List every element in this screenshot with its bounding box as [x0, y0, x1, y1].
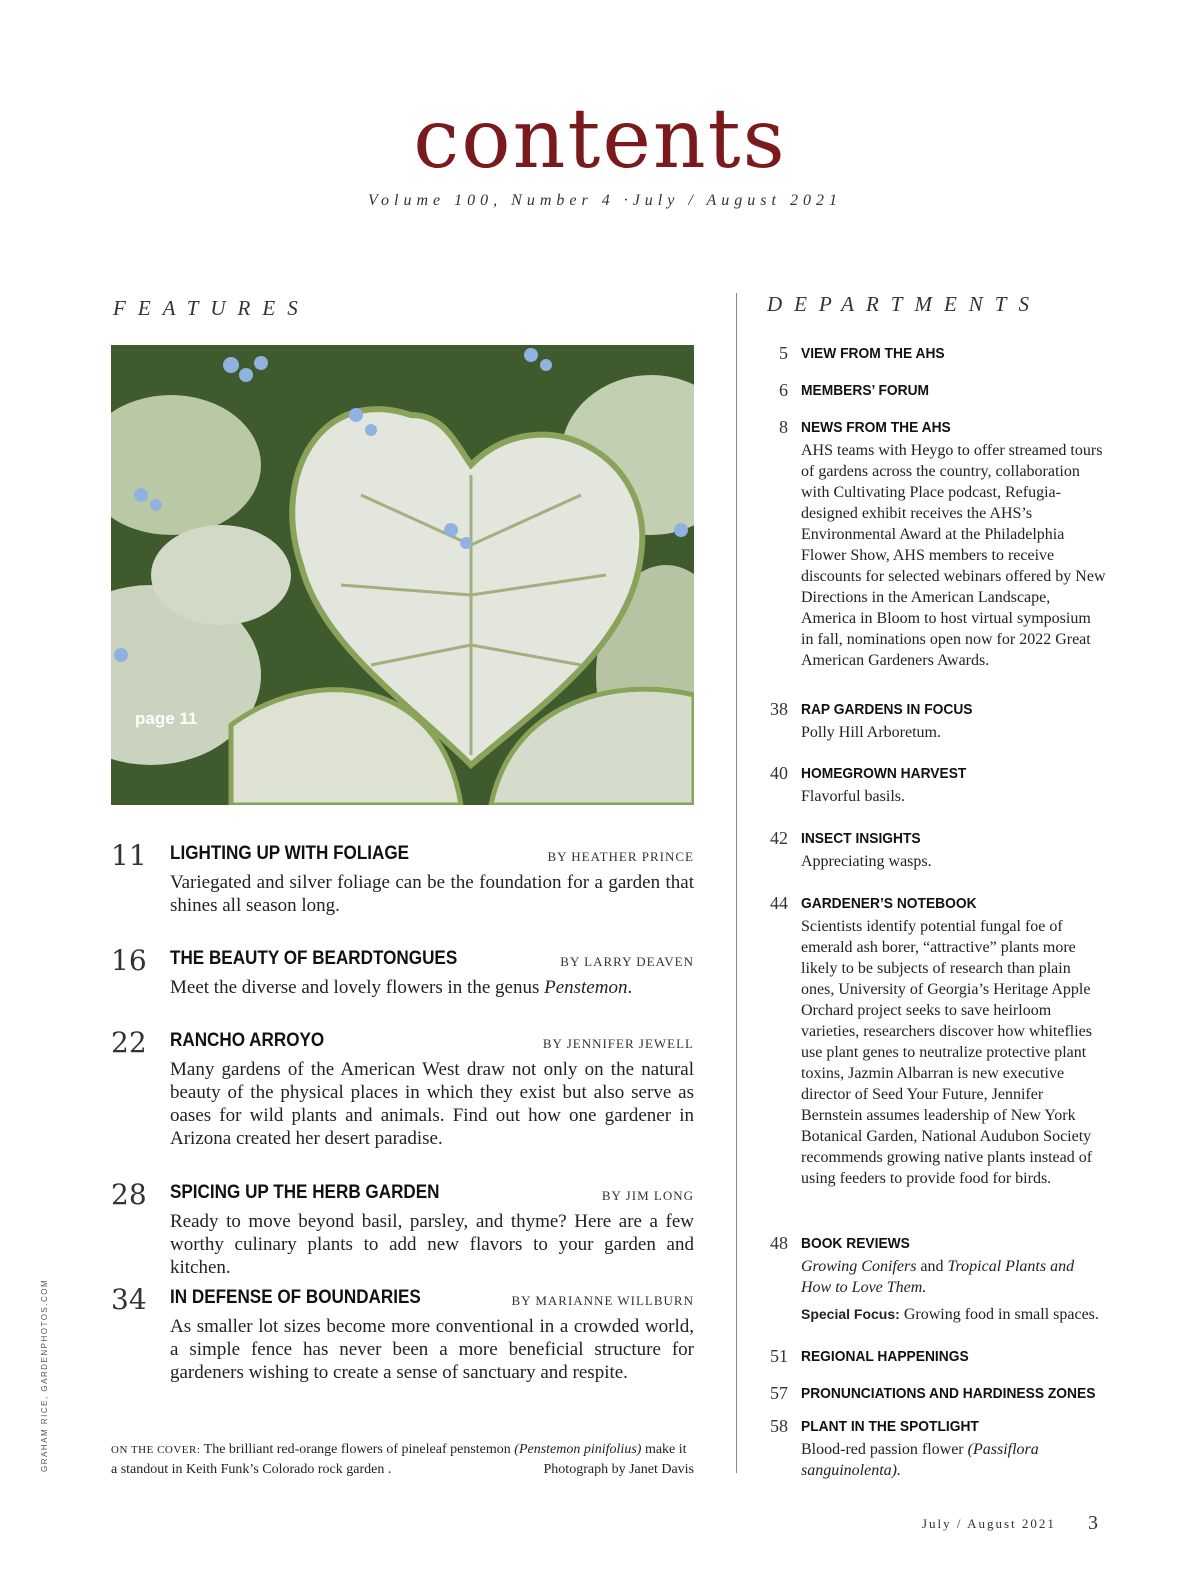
features-heading: FEATURES [113, 296, 310, 320]
department-description: Appreciating wasps. [801, 853, 932, 870]
feature-page-number: 34 [111, 1283, 147, 1316]
cover-text: The brilliant red-orange flowers of pineleaf penstemon [200, 1442, 515, 1457]
department-page-number: 44 [770, 893, 788, 913]
department-description [801, 1256, 1106, 1325]
column-divider [736, 293, 737, 1473]
feature-description: As smaller lot sizes become more conventional in a crowded world, a simple fence has never been a more beneficial structure for gardeners wishing to create a sense of sanctuary and respite. [170, 1316, 694, 1383]
issue-info: Volume 100, Number 4 ·July / August 2021 [368, 192, 842, 209]
department-title[interactable]: NEWS FROM THE AHS [801, 419, 951, 436]
department-description-text: Blood-red passion flower [801, 1441, 968, 1458]
special-focus-label: Special Focus: [801, 1306, 900, 1322]
feature-title[interactable]: THE BEAUTY OF BEARDTONGUES [170, 948, 458, 969]
feature-page-number: 28 [111, 1178, 147, 1211]
page-title: contents [413, 92, 787, 187]
cover-note [111, 1440, 694, 1480]
feature-description: Ready to move beyond basil, parsley, and thyme? Here are a few worthy culinary plants to add new flavors to your garden and kitchen. [170, 1211, 694, 1278]
feature-byline: BY HEATHER PRINCE [547, 849, 694, 864]
feature-description-end: . [627, 977, 633, 998]
cover-species: (Penstemon pinifolius) [514, 1442, 642, 1457]
brunnera-leaf-image [111, 345, 694, 805]
department-title[interactable]: INSECT INSIGHTS [801, 830, 921, 847]
department-page-number: 51 [770, 1346, 788, 1366]
book-title: Tropical Plants and How to Love Them. [801, 1258, 1075, 1296]
department-page-number: 38 [770, 699, 788, 719]
cover-text-end: make it a standout in Keith Funk’s Colorado rock garden . [111, 1442, 687, 1477]
department-page-number: 5 [779, 343, 788, 363]
feature-description-text: Meet the diverse and lovely flowers in the genus [170, 977, 545, 998]
department-description: Polly Hill Arboretum. [801, 724, 941, 741]
department-title[interactable]: GARDENER’S NOTEBOOK [801, 895, 977, 912]
department-description: Scientists identify potential fungal foe of emerald ash borer, “attractive” plants more likely to be subjects of research than plain ones, University of Georgia’s Heritage Apple Orchard project seeks to save heirloom varieties, researchers discover how whiteflies use plant genes to neutralize protective plant toxins, Jazmin Albarran is new executive director of Seed Your Future, Jennifer Bernstein assumes leadership of New York Botanical Garden, National Audubon Society recommends growing native plants instead of using feeders to provide food for birds. [801, 918, 1093, 1187]
department-page-number: 40 [770, 763, 788, 783]
foliage-photo [111, 345, 694, 805]
book-title: Growing Conifers [801, 1258, 917, 1275]
photo-credit-vertical: GRAHAM RICE, GARDENPHOTOS.COM [40, 1278, 49, 1472]
department-page-number: 42 [770, 828, 788, 848]
footer-issue-date: July / August 2021 [922, 1516, 1056, 1531]
cover-photo-credit: Photograph by Janet Davis [543, 1462, 694, 1477]
departments-heading: DEPARTMENTS [767, 292, 1041, 316]
department-title[interactable]: HOMEGROWN HARVEST [801, 765, 967, 782]
department-title[interactable]: MEMBERS’ FORUM [801, 382, 930, 399]
special-focus-text: Growing food in small spaces. [899, 1306, 1099, 1323]
department-description [801, 1439, 1091, 1481]
feature-description [170, 976, 694, 999]
cover-label: ON THE COVER: [111, 1444, 201, 1456]
feature-byline: BY LARRY DEAVEN [560, 954, 694, 969]
feature-description: Many gardens of the American West draw not only on the natural beauty of the physical places in which they exist but also serve as oases for wild plants and animals. Find out how one gardener in Arizona created her desert paradise. [170, 1059, 694, 1149]
department-title[interactable]: RAP GARDENS IN FOCUS [801, 701, 973, 718]
department-page-number: 58 [770, 1416, 788, 1436]
feature-title[interactable]: RANCHO ARROYO [170, 1030, 325, 1051]
department-description: Flavorful basils. [801, 788, 905, 805]
special-focus [801, 1304, 1106, 1325]
feature-page-number: 11 [111, 839, 147, 872]
department-title[interactable]: PRONUNCIATIONS AND HARDINESS ZONES [801, 1385, 1096, 1402]
department-title[interactable]: BOOK REVIEWS [801, 1235, 910, 1252]
feature-page-number: 22 [111, 1026, 147, 1059]
department-page-number: 48 [770, 1233, 788, 1253]
feature-description: Variegated and silver foliage can be the foundation for a garden that shines all season long. [170, 872, 694, 916]
department-page-number: 8 [779, 417, 788, 437]
feature-byline: BY MARIANNE WILLBURN [511, 1293, 694, 1308]
genus-name: Penstemon [544, 977, 628, 998]
department-page-number: 6 [779, 380, 788, 400]
department-page-number: 57 [770, 1383, 788, 1403]
book-conjunction: and [916, 1258, 948, 1275]
footer-page-number: 3 [1088, 1512, 1098, 1534]
department-title[interactable]: VIEW FROM THE AHS [801, 345, 945, 362]
feature-byline: BY JENNIFER JEWELL [542, 1036, 694, 1051]
department-description: AHS teams with Heygo to offer streamed tours of gardens across the country, collaboration with Cultivating Place podcast, Refugia-designed exhibit receives the AHS’s Environmental Award at the Philadelphia Flower Show, AHS members to receive discounts for selected webinars offered by New Directions in the American Landscape, America in Bloom to host virtual symposium in fall, nominations open now for 2022 Great American Gardeners Awards. [801, 442, 1106, 669]
feature-title[interactable]: LIGHTING UP WITH FOLIAGE [170, 843, 410, 864]
feature-title[interactable]: IN DEFENSE OF BOUNDARIES [170, 1287, 421, 1308]
department-title[interactable]: REGIONAL HAPPENINGS [801, 1348, 969, 1365]
feature-page-number: 16 [111, 944, 147, 977]
feature-title[interactable]: SPICING UP THE HERB GARDEN [170, 1182, 440, 1203]
feature-byline: BY JIM LONG [601, 1188, 694, 1203]
species-name: (Passiflora sanguinolenta). [801, 1441, 1039, 1479]
photo-page-label: page 11 [135, 709, 198, 728]
department-title[interactable]: PLANT IN THE SPOTLIGHT [801, 1418, 979, 1435]
